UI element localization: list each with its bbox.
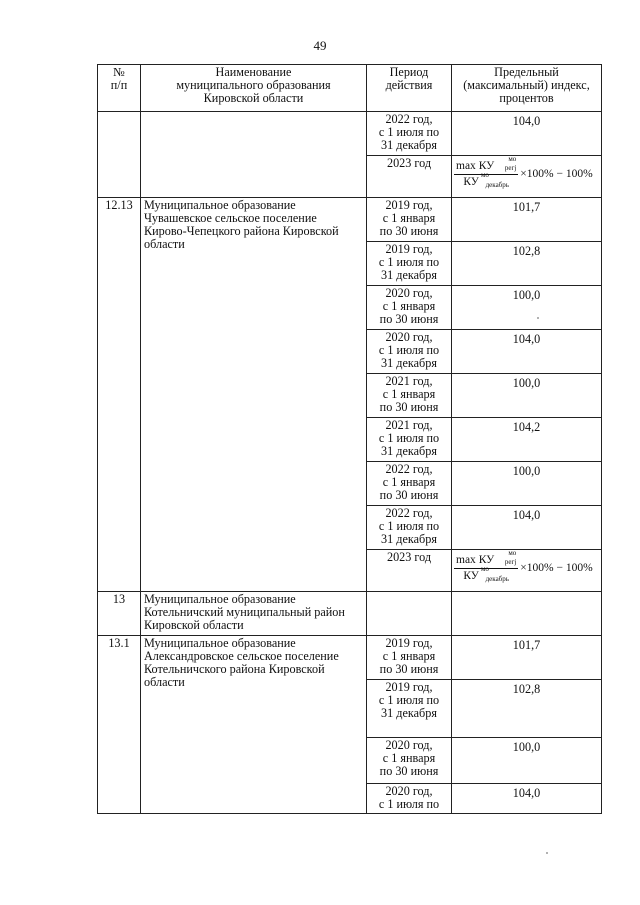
table-header-row (98, 65, 602, 112)
table-row (98, 592, 602, 636)
formula-max: max (456, 554, 476, 566)
period-cell: 2022 год, с 1 января по 30 июня (367, 462, 452, 506)
tariff-index-table (97, 64, 602, 814)
index-cell: 100,0 (452, 738, 602, 784)
table-row (98, 112, 602, 156)
period-cell: 2020 год, с 1 июля по (367, 784, 452, 814)
formula-ky: КУ (478, 160, 495, 172)
formula-cell (452, 156, 602, 198)
formula-tail: ×100% − 100% (520, 168, 593, 180)
period-cell: 2022 год, с 1 июля по 31 декабря (367, 112, 452, 156)
header-num: № п/п (98, 65, 141, 112)
index-cell: 102,8 (452, 242, 602, 286)
period-cell: 2023 год (367, 550, 452, 592)
index-cell: 100,0 (452, 374, 602, 418)
period-cell (367, 592, 452, 636)
period-cell: 2020 год, с 1 января по 30 июня (367, 286, 452, 330)
period-cell: 2020 год, с 1 июля по 31 декабря (367, 330, 452, 374)
row-num-cell (98, 112, 141, 198)
formula-ky: КУ (463, 176, 479, 188)
index-cell: 104,2 (452, 418, 602, 462)
row-name-cell (141, 112, 367, 198)
formula-sub: декабрь (485, 181, 509, 189)
formula-ky: КУ (478, 554, 495, 566)
table-row (98, 198, 602, 242)
formula-tail: ×100% − 100% (520, 562, 593, 574)
index-cell: 100,0 (452, 286, 602, 330)
table-row (98, 636, 602, 680)
period-cell: 2023 год (367, 156, 452, 198)
index-cell: 101,7 (452, 198, 602, 242)
period-cell: 2021 год, с 1 января по 30 июня (367, 374, 452, 418)
formula-sub: регj (504, 558, 517, 566)
index-cell: 100,0 (452, 462, 602, 506)
period-cell: 2022 год, с 1 июля по 31 декабря (367, 506, 452, 550)
period-cell: 2021 год, с 1 июля по 31 декабря (367, 418, 452, 462)
formula-sub: декабрь (485, 575, 509, 583)
formula-cell (452, 550, 602, 592)
row-name-cell: Муниципальное образование Александровское сельское поселение Котельничского района Кировской области (141, 636, 367, 814)
scan-speck (546, 852, 548, 854)
formula-sup: мо (508, 549, 517, 557)
formula-sub: регj (504, 164, 517, 172)
formula-max: max (456, 160, 476, 172)
period-cell: 2019 год, с 1 июля по 31 декабря (367, 242, 452, 286)
formula-ky: КУ (463, 570, 479, 582)
header-index: Предельный (максимальный) индекс, процентов (452, 65, 602, 112)
header-name: Наименование муниципального образования Кировской области (141, 65, 367, 112)
formula-sup: мо (481, 171, 489, 179)
index-cell: 101,7 (452, 636, 602, 680)
index-cell: 104,0 (452, 112, 602, 156)
formula-sup: мо (481, 565, 489, 573)
index-cell: 102,8 (452, 680, 602, 738)
row-name-cell: Муниципальное образование Чувашевское сельское поселение Кирово-Чепецкого района Кировской области (141, 198, 367, 592)
period-cell: 2019 год, с 1 января по 30 июня (367, 636, 452, 680)
index-formula (454, 155, 599, 189)
period-cell: 2019 год, с 1 января по 30 июня (367, 198, 452, 242)
index-cell: 104,0 (452, 330, 602, 374)
formula-sup: мо (508, 155, 517, 163)
index-cell: 104,0 (452, 784, 602, 814)
row-num-cell: 13.1 (98, 636, 141, 814)
row-num-cell: 13 (98, 592, 141, 636)
period-cell: 2020 год, с 1 января по 30 июня (367, 738, 452, 784)
scan-speck (537, 317, 539, 319)
header-period: Период действия (367, 65, 452, 112)
index-cell (452, 592, 602, 636)
page-number: 49 (313, 38, 327, 53)
period-cell: 2019 год, с 1 июля по 31 декабря (367, 680, 452, 738)
row-name-cell: Муниципальное образование Котельничский муниципальный район Кировской области (141, 592, 367, 636)
index-cell: 104,0 (452, 506, 602, 550)
index-formula (454, 549, 599, 583)
row-num-cell: 12.13 (98, 198, 141, 592)
